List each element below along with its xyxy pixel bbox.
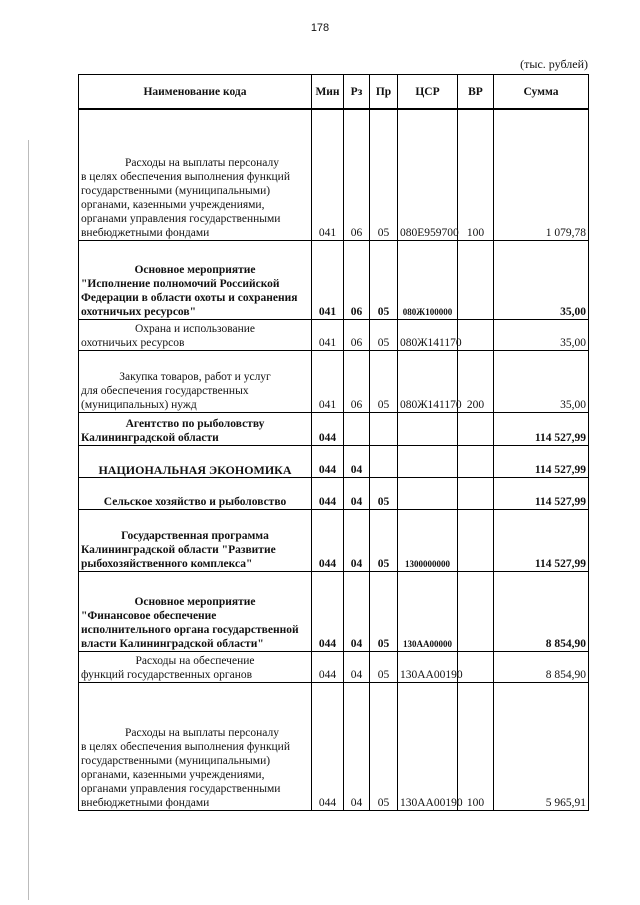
table-row — [79, 319, 589, 350]
header-rz: Рз — [344, 75, 370, 110]
row-name — [79, 445, 312, 477]
row-name-lead: Расходы на обеспечение — [135, 654, 255, 667]
row-min: 044 — [312, 509, 344, 571]
row-name-rest: для обеспечения государственных (муниципальных) нужд — [81, 384, 249, 411]
row-vr: 100 — [458, 682, 494, 810]
row-name — [79, 109, 312, 240]
row-vr — [458, 445, 494, 477]
row-csr: 080Ж141170 — [398, 319, 458, 350]
row-name-lead: Расходы на выплаты персоналу — [125, 156, 279, 169]
row-min: 041 — [312, 109, 344, 240]
row-csr — [398, 412, 458, 445]
row-name-rest: функций государственных органов — [81, 668, 253, 681]
table-row — [79, 412, 589, 445]
row-name-lead: Закупка товаров, работ и услуг — [119, 370, 271, 383]
row-min: 044 — [312, 445, 344, 477]
row-sum: 8 854,90 — [494, 651, 589, 682]
header-sum: Сумма — [494, 75, 589, 110]
row-pr: 05 — [370, 319, 398, 350]
row-csr: 130АА00190 — [398, 651, 458, 682]
scan-edge-line — [28, 140, 29, 900]
row-name-lead: Основное мероприятие — [134, 595, 256, 608]
row-vr — [458, 319, 494, 350]
row-pr: 05 — [370, 651, 398, 682]
header-min: Мин — [312, 75, 344, 110]
table-row — [79, 509, 589, 571]
row-name-rest: охотничьих ресурсов — [81, 336, 185, 349]
row-csr: 080Ж141170 — [398, 350, 458, 412]
row-sum: 114 527,99 — [494, 509, 589, 571]
row-sum: 114 527,99 — [494, 445, 589, 477]
row-pr: 05 — [370, 109, 398, 240]
row-name-lead: Сельское хозяйство и рыболовство — [103, 495, 287, 508]
row-name-rest: Калининградской области — [81, 431, 219, 444]
row-name-rest: в целях обеспечения выполнения функций государственными (муниципальными) органами, казенными учреждениями, органами управления государственными внебюджетными фондами — [81, 170, 290, 239]
table-row — [79, 109, 589, 240]
row-name — [79, 682, 312, 810]
header-pr: Пр — [370, 75, 398, 110]
row-name-rest: в целях обеспечения выполнения функций государственными (муниципальными) органами, казенными учреждениями, органами управления государственными внебюджетными фондами — [81, 740, 290, 809]
row-name-lead: Расходы на выплаты персоналу — [125, 726, 279, 739]
row-vr — [458, 477, 494, 509]
row-sum: 1 079,78 — [494, 109, 589, 240]
row-rz: 04 — [344, 477, 370, 509]
row-vr — [458, 240, 494, 319]
row-min: 041 — [312, 350, 344, 412]
row-csr: 1300000000 — [398, 509, 458, 571]
row-rz: 04 — [344, 509, 370, 571]
row-csr — [398, 477, 458, 509]
row-sum: 8 854,90 — [494, 571, 589, 651]
row-rz: 06 — [344, 350, 370, 412]
units-label: (тыс. рублей) — [520, 57, 588, 71]
row-csr: 130АА00000 — [398, 571, 458, 651]
row-sum: 5 965,91 — [494, 682, 589, 810]
row-rz: 06 — [344, 109, 370, 240]
table-row — [79, 350, 589, 412]
row-csr: 080Ж100000 — [398, 240, 458, 319]
row-min: 044 — [312, 651, 344, 682]
row-min: 044 — [312, 571, 344, 651]
table-row — [79, 240, 589, 319]
row-sum: 35,00 — [494, 319, 589, 350]
row-vr: 100 — [458, 109, 494, 240]
row-rz: 06 — [344, 319, 370, 350]
row-pr: 05 — [370, 477, 398, 509]
row-min: 044 — [312, 682, 344, 810]
row-name — [79, 651, 312, 682]
row-csr — [398, 445, 458, 477]
row-min: 041 — [312, 240, 344, 319]
row-name — [79, 319, 312, 350]
row-sum: 114 527,99 — [494, 412, 589, 445]
row-min: 041 — [312, 319, 344, 350]
row-name — [79, 240, 312, 319]
table-row — [79, 571, 589, 651]
row-name — [79, 350, 312, 412]
row-pr — [370, 412, 398, 445]
row-sum: 114 527,99 — [494, 477, 589, 509]
row-pr: 05 — [370, 509, 398, 571]
row-rz: 04 — [344, 651, 370, 682]
row-vr: 200 — [458, 350, 494, 412]
row-name — [79, 477, 312, 509]
row-pr: 05 — [370, 682, 398, 810]
row-vr — [458, 571, 494, 651]
row-name — [79, 412, 312, 445]
budget-table — [78, 74, 589, 811]
header-csr: ЦСР — [398, 75, 458, 110]
row-name-rest: "Исполнение полномочий Российской Федерации в области охоты и сохранения охотничьих ресурсов" — [81, 277, 298, 318]
row-name — [79, 509, 312, 571]
row-csr: 080Е959700 — [398, 109, 458, 240]
row-csr: 130АА00190 — [398, 682, 458, 810]
table-row — [79, 651, 589, 682]
row-min: 044 — [312, 412, 344, 445]
row-vr — [458, 412, 494, 445]
row-name-lead: Охрана и использование — [134, 322, 256, 335]
row-rz: 04 — [344, 682, 370, 810]
row-name-rest: Калининградской области "Развитие рыбохозяйственного комплекса" — [81, 543, 276, 570]
row-vr — [458, 509, 494, 571]
row-name-lead: НАЦИОНАЛЬНАЯ ЭКОНОМИКА — [98, 462, 292, 477]
page-number: 178 — [310, 22, 330, 34]
row-rz: 04 — [344, 571, 370, 651]
row-sum: 35,00 — [494, 240, 589, 319]
row-pr: 05 — [370, 571, 398, 651]
header-name: Наименование кода — [79, 75, 312, 110]
table-header-row — [79, 75, 589, 110]
row-name-rest: "Финансовое обеспечение исполнительного органа государственной власти Калининградской области" — [81, 609, 299, 650]
table-row — [79, 477, 589, 509]
row-name-lead: Основное мероприятие — [134, 263, 256, 276]
row-min: 044 — [312, 477, 344, 509]
table-row — [79, 445, 589, 477]
row-sum: 35,00 — [494, 350, 589, 412]
row-name — [79, 571, 312, 651]
row-name-lead: Государственная программа — [121, 529, 269, 542]
row-rz: 06 — [344, 240, 370, 319]
row-name-lead: Агентство по рыболовству — [125, 417, 265, 430]
row-rz: 04 — [344, 445, 370, 477]
header-vr: ВР — [458, 75, 494, 110]
row-pr — [370, 445, 398, 477]
table-row — [79, 682, 589, 810]
row-rz — [344, 412, 370, 445]
row-pr: 05 — [370, 240, 398, 319]
row-pr: 05 — [370, 350, 398, 412]
